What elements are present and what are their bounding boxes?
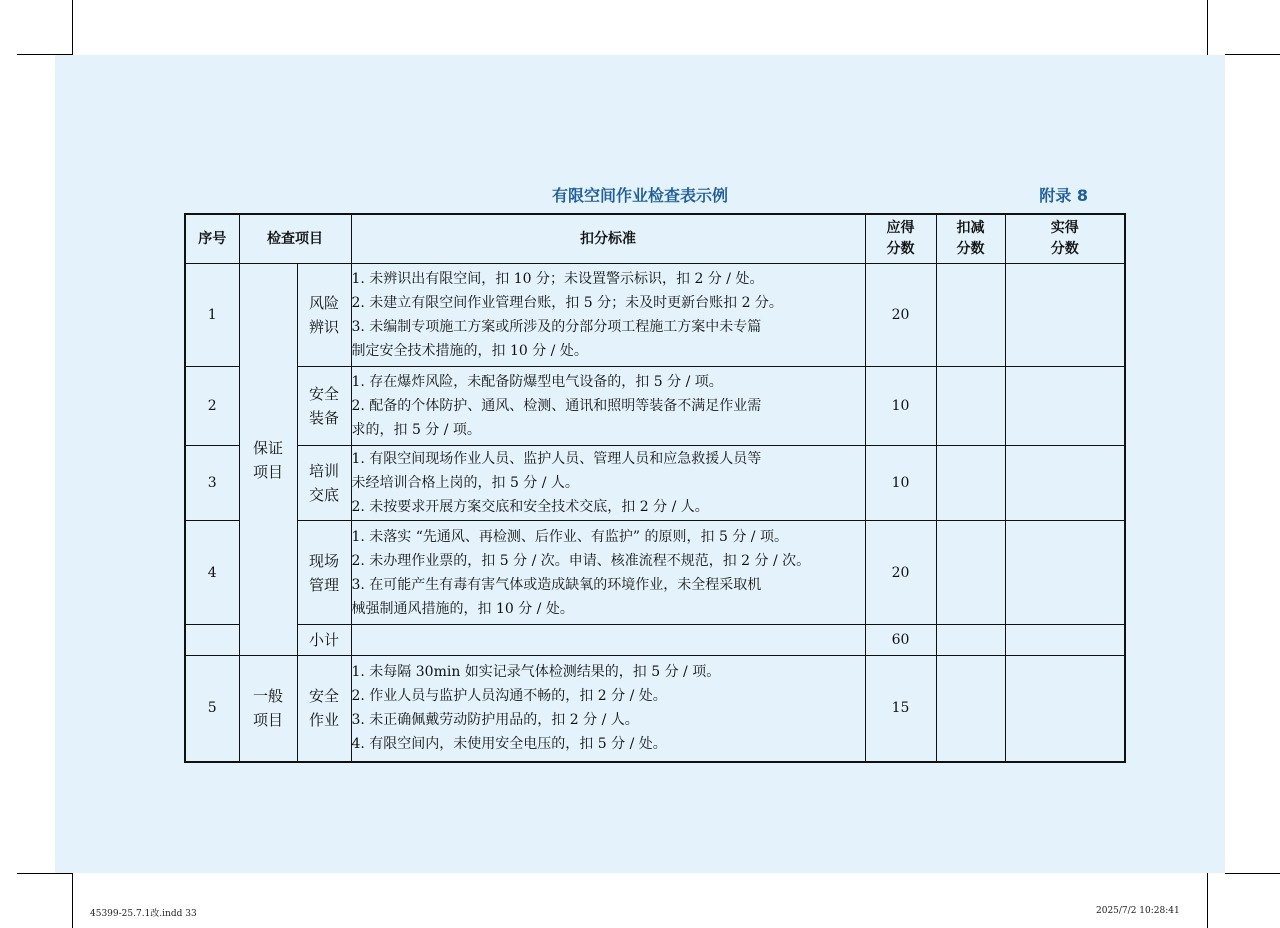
score-deduct-cell[interactable] — [936, 367, 1005, 446]
subtotal-label: 小计 — [297, 625, 351, 656]
header-score-deduct-line: 分数 — [956, 241, 985, 257]
sub-item-cell — [297, 446, 351, 521]
header-seq: 序号 — [185, 214, 239, 264]
standard-line: 制定安全技术措施的，扣 10 分 / 处。 — [351, 343, 588, 359]
sub-item-cell — [297, 367, 351, 446]
sub-item-line: 交底 — [308, 486, 339, 504]
group-label-line: 项目 — [252, 711, 283, 730]
sub-item-cell — [297, 521, 351, 625]
seq-cell: 2 — [185, 367, 239, 446]
standard-line: 求的，扣 5 分 / 项。 — [351, 422, 481, 438]
header-score-due — [865, 214, 936, 264]
sub-item-line: 风险 — [308, 294, 339, 312]
standard-line: 3. 未正确佩戴劳动防护用品的，扣 2 分 / 人。 — [351, 712, 639, 729]
score-actual-cell[interactable] — [1005, 446, 1125, 521]
header-standard: 扣分标准 — [351, 214, 865, 264]
print-slug-timestamp: 2025/7/2 10:28:41 — [1096, 906, 1180, 916]
seq-cell: 5 — [185, 656, 239, 762]
header-score-actual-line: 实得 — [1050, 220, 1079, 236]
sub-item-line: 辨识 — [308, 318, 339, 336]
standard-line: 2. 未办理作业票的，扣 5 分 / 次。申请、核准流程不规范，扣 2 分 / 次。 — [351, 552, 811, 569]
table-row — [185, 521, 1125, 625]
table-row — [185, 656, 1125, 762]
score-due-cell: 10 — [865, 367, 936, 446]
sub-item-line: 管理 — [308, 575, 339, 594]
seq-cell: 3 — [185, 446, 239, 521]
header-score-actual-line: 分数 — [1050, 241, 1079, 257]
sub-item-line: 安全 — [308, 385, 339, 403]
crop-mark — [1225, 54, 1280, 55]
score-deduct-cell[interactable] — [936, 625, 1005, 656]
sub-item-line: 装备 — [308, 409, 339, 427]
header-score-deduct — [936, 214, 1005, 264]
score-deduct-cell[interactable] — [936, 446, 1005, 521]
standard-cell — [351, 367, 865, 446]
standard-line: 1. 有限空间现场作业人员、监护人员、管理人员和应急救援人员等 — [351, 451, 762, 467]
standard-line: 2. 未按要求开展方案交底和安全技术交底，扣 2 分 / 人。 — [351, 499, 709, 515]
crop-mark — [17, 54, 72, 55]
score-deduct-cell[interactable] — [936, 521, 1005, 625]
score-deduct-cell[interactable] — [936, 656, 1005, 762]
table-row — [185, 367, 1125, 446]
standard-line: 1. 存在爆炸风险，未配备防爆型电气设备的，扣 5 分 / 项。 — [351, 374, 723, 390]
crop-mark — [72, 0, 73, 55]
header-score-actual — [1005, 214, 1125, 264]
seq-cell — [185, 625, 239, 656]
sub-item-line: 培训 — [308, 462, 339, 480]
header-score-due-line: 应得 — [886, 220, 915, 236]
standard-line: 1. 未辨识出有限空间，扣 10 分；未设置警示标识，扣 2 分 / 处。 — [351, 271, 764, 287]
sub-item-cell — [297, 264, 351, 367]
sub-item-line: 作业 — [308, 711, 339, 730]
table-title: 有限空间作业检查表示例 — [551, 186, 728, 205]
score-due-cell: 20 — [865, 521, 936, 625]
standard-line: 4. 有限空间内，未使用安全电压的，扣 5 分 / 处。 — [351, 736, 667, 753]
standard-line: 2. 未建立有限空间作业管理台账，扣 5 分；未及时更新台账扣 2 分。 — [351, 295, 783, 311]
standard-line: 械强制通风措施的，扣 10 分 / 处。 — [351, 600, 574, 617]
group-label-line: 项目 — [252, 462, 283, 481]
sub-item-cell — [297, 656, 351, 762]
standard-line: 3. 未编制专项施工方案或所涉及的分部分项工程施工方案中未专篇 — [351, 319, 762, 335]
score-actual-cell[interactable] — [1005, 367, 1125, 446]
score-deduct-cell[interactable] — [936, 264, 1005, 367]
header-row — [185, 214, 1125, 264]
standard-cell — [351, 656, 865, 762]
standard-cell — [351, 521, 865, 625]
group-general — [239, 656, 297, 762]
standard-cell — [351, 264, 865, 367]
crop-mark — [1207, 0, 1208, 55]
score-due-cell: 20 — [865, 264, 936, 367]
standard-line: 2. 配备的个体防护、通风、检测、通讯和照明等装备不满足作业需 — [351, 398, 762, 414]
crop-mark — [1207, 873, 1208, 928]
score-actual-cell[interactable] — [1005, 656, 1125, 762]
subtotal-row — [185, 625, 1125, 656]
score-due-cell: 15 — [865, 656, 936, 762]
table-row — [185, 446, 1125, 521]
header-score-due-line: 分数 — [886, 241, 915, 257]
sub-item-line: 现场 — [308, 551, 339, 570]
standard-cell — [351, 625, 865, 656]
print-slug-file: 45399-25.7.1改.indd 33 — [90, 909, 197, 919]
score-actual-cell[interactable] — [1005, 264, 1125, 367]
score-due-cell: 10 — [865, 446, 936, 521]
sub-item-line: 安全 — [308, 687, 339, 706]
header-item: 检查项目 — [239, 214, 351, 264]
crop-mark — [1225, 873, 1280, 874]
subtotal-score: 60 — [865, 625, 936, 656]
group-label-line: 一般 — [252, 687, 283, 706]
inspection-table — [184, 213, 1126, 763]
crop-mark — [72, 873, 73, 928]
score-actual-cell[interactable] — [1005, 521, 1125, 625]
score-actual-cell[interactable] — [1005, 625, 1125, 656]
table-row — [185, 264, 1125, 367]
crop-mark — [17, 873, 72, 874]
standard-cell — [351, 446, 865, 521]
standard-line: 未经培训合格上岗的，扣 5 分 / 人。 — [351, 475, 579, 491]
seq-cell: 4 — [185, 521, 239, 625]
appendix-label: 附录 8 — [1039, 186, 1088, 205]
standard-line: 2. 作业人员与监护人员沟通不畅的，扣 2 分 / 处。 — [351, 688, 667, 705]
standard-line: 1. 未每隔 30min 如实记录气体检测结果的，扣 5 分 / 项。 — [351, 664, 721, 681]
header-score-deduct-line: 扣减 — [956, 220, 985, 236]
seq-cell: 1 — [185, 264, 239, 367]
standard-line: 3. 在可能产生有毒有害气体或造成缺氧的环境作业，未全程采取机 — [351, 576, 762, 593]
group-label-line: 保证 — [252, 438, 283, 457]
group-guarantee — [239, 264, 297, 656]
standard-line: 1. 未落实 “先通风、再检测、后作业、有监护” 的原则，扣 5 分 / 项。 — [351, 528, 788, 545]
